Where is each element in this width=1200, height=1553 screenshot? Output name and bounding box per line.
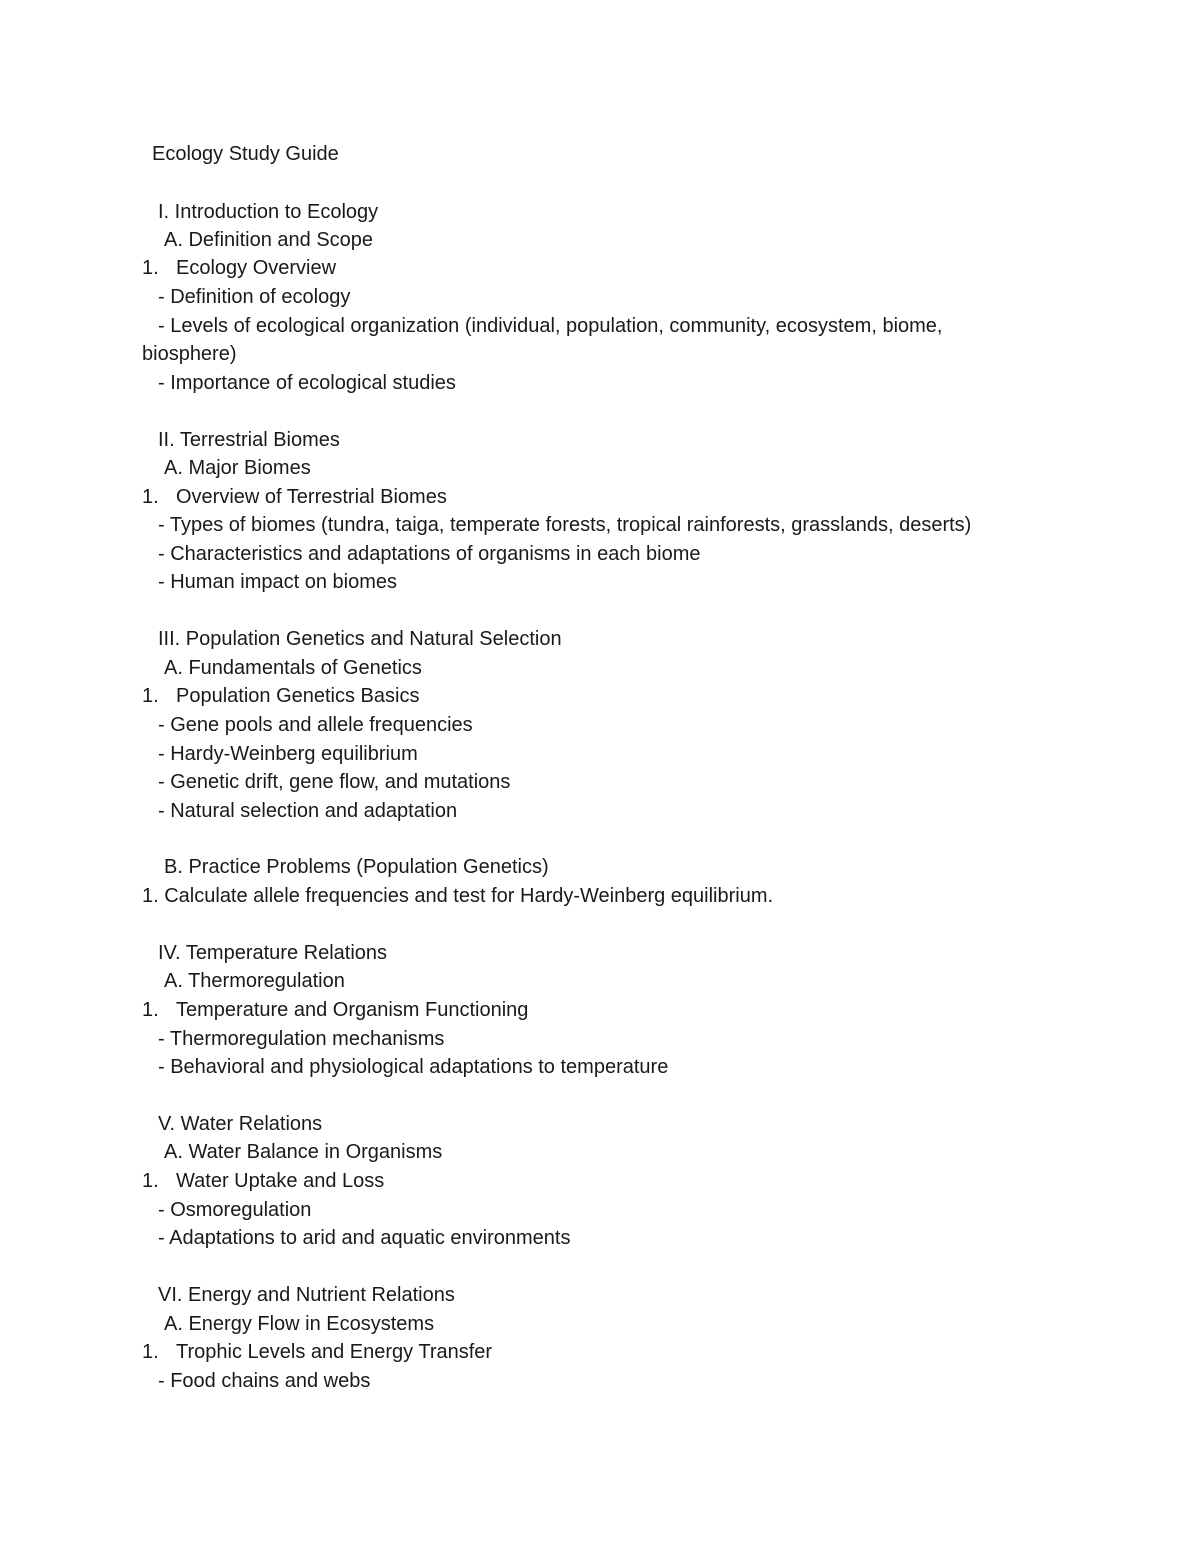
item-title: Overview of Terrestrial Biomes xyxy=(176,486,447,508)
bullet-item: - Osmoregulation xyxy=(158,1199,312,1221)
bullet-item: - Genetic drift, gene flow, and mutations xyxy=(158,771,511,793)
bullet-item: - Thermoregulation mechanisms xyxy=(158,1028,445,1050)
numbered-item xyxy=(142,996,528,1024)
item-number: 1. xyxy=(142,486,159,508)
bullet-item: - Importance of ecological studies xyxy=(158,372,456,394)
numbered-item xyxy=(142,682,419,710)
subsection-heading: B. Practice Problems (Population Genetics) xyxy=(164,856,549,878)
item-number: 1. xyxy=(142,999,159,1021)
bullet-item: - Characteristics and adaptations of organisms in each biome xyxy=(158,543,701,565)
item-title: Trophic Levels and Energy Transfer xyxy=(176,1341,493,1363)
bullet-item: - Adaptations to arid and aquatic environments xyxy=(158,1227,571,1249)
item-title: Temperature and Organism Functioning xyxy=(176,999,529,1021)
bullet-item: - Hardy-Weinberg equilibrium xyxy=(158,743,418,765)
item-number: 1. xyxy=(142,257,159,279)
item-title: Population Genetics Basics xyxy=(176,685,420,707)
bullet-item: - Types of biomes (tundra, taiga, temperate forests, tropical rainforests, grasslands, deserts) xyxy=(158,514,972,536)
subsection-heading: A. Thermoregulation xyxy=(164,970,345,992)
subsection-heading: A. Definition and Scope xyxy=(164,229,374,251)
numbered-item xyxy=(142,483,447,511)
subsection-heading: A. Major Biomes xyxy=(164,457,311,479)
item-title: Water Uptake and Loss xyxy=(176,1170,385,1192)
document-title: Ecology Study Guide xyxy=(152,143,339,165)
numbered-item: 1. Calculate allele frequencies and test for Hardy-Weinberg equilibrium. xyxy=(142,885,774,907)
section-heading: VI. Energy and Nutrient Relations xyxy=(158,1284,455,1306)
section-heading: III. Population Genetics and Natural Selection xyxy=(158,628,562,650)
bullet-item: - Behavioral and physiological adaptations to temperature xyxy=(158,1056,669,1078)
numbered-item xyxy=(142,1167,384,1195)
section-heading: I. Introduction to Ecology xyxy=(158,201,379,223)
item-number: 1. xyxy=(142,1170,159,1192)
section-heading: V. Water Relations xyxy=(158,1113,323,1135)
subsection-heading: A. Energy Flow in Ecosystems xyxy=(164,1313,435,1335)
bullet-item: - Human impact on biomes xyxy=(158,571,397,593)
numbered-item xyxy=(142,1338,492,1366)
bullet-item: - Gene pools and allele frequencies xyxy=(158,714,473,736)
subsection-heading: A. Fundamentals of Genetics xyxy=(164,657,422,679)
numbered-item xyxy=(142,254,336,282)
section-heading: IV. Temperature Relations xyxy=(158,942,388,964)
bullet-item: - Levels of ecological organization (individual, population, community, ecosystem, biome, xyxy=(158,315,943,337)
bullet-item: - Food chains and webs xyxy=(158,1370,371,1392)
bullet-item: - Natural selection and adaptation xyxy=(158,800,458,822)
section-heading: II. Terrestrial Biomes xyxy=(158,429,340,451)
item-number: 1. xyxy=(142,1341,159,1363)
item-number: 1. xyxy=(142,685,159,707)
bullet-item-continuation: biosphere) xyxy=(142,343,237,365)
subsection-heading: A. Water Balance in Organisms xyxy=(164,1141,443,1163)
bullet-item: - Definition of ecology xyxy=(158,286,351,308)
item-title: Ecology Overview xyxy=(176,257,337,279)
